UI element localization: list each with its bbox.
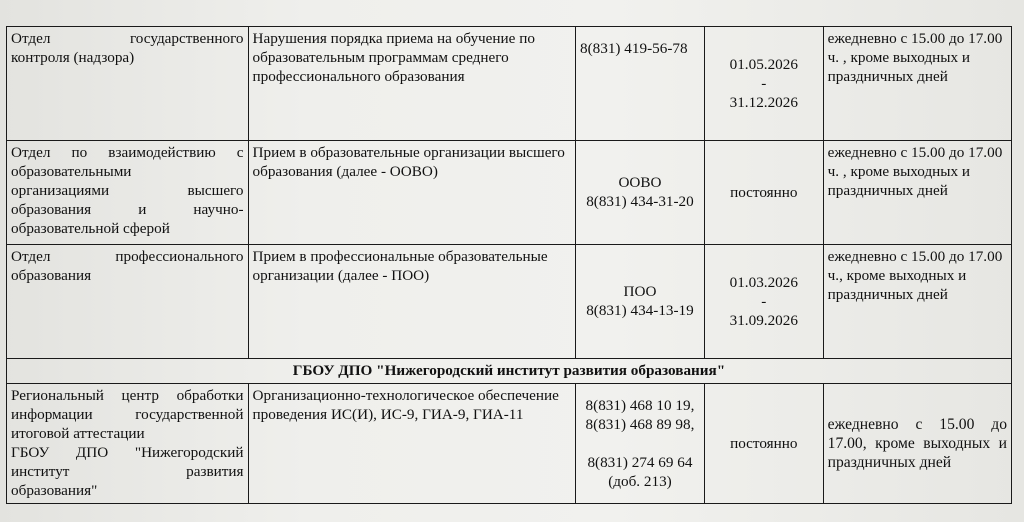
department-line: Отдел профессионального bbox=[11, 248, 244, 265]
department-line: институт развития bbox=[11, 463, 244, 480]
phone-number: 8(831) 419-56-78 bbox=[580, 40, 688, 57]
phone-number: 8(831) 434-13-19 bbox=[586, 302, 694, 319]
phone-spacer bbox=[580, 434, 700, 453]
phone-cell bbox=[576, 27, 705, 141]
department-cell bbox=[7, 384, 249, 504]
topic-cell: Прием в образовательные организации высшего образования (далее - ООВО) bbox=[248, 141, 575, 245]
department-line: Отдел по взаимодействию с bbox=[11, 144, 244, 161]
department-line: контроля (надзора) bbox=[11, 49, 135, 66]
phone-number: 8(831) 274 69 64 bbox=[587, 453, 693, 471]
department-line: образовательными bbox=[11, 163, 132, 180]
section-header: ГБОУ ДПО "Нижегородский институт развития образования" bbox=[7, 359, 1012, 384]
department-cell bbox=[7, 141, 249, 245]
department-line: образовательной сферой bbox=[11, 220, 170, 237]
table-row bbox=[7, 141, 1012, 245]
department-line: образования bbox=[11, 267, 92, 284]
schedule-cell: ежедневно с 15.00 до 17.00 ч. , кроме выходных и праздничных дней bbox=[823, 141, 1011, 245]
phone-number: 8(831) 468 10 19, bbox=[585, 396, 695, 414]
phone-number: 8(831) 468 89 98, bbox=[585, 415, 695, 433]
department-cell bbox=[7, 27, 249, 141]
schedule-cell: ежедневно с 15.00 до 17.00, кроме выходных и праздничных дней bbox=[823, 384, 1011, 504]
period-cell: постоянно bbox=[704, 384, 823, 504]
phone-prefix: ООВО bbox=[618, 174, 662, 191]
department-line: организациями высшего bbox=[11, 182, 244, 199]
department-line: образования" bbox=[11, 482, 98, 499]
table-row bbox=[7, 245, 1012, 359]
period-dash: - bbox=[761, 74, 767, 92]
period-start: 01.05.2026 bbox=[729, 55, 798, 73]
phone-prefix: ПОО bbox=[623, 283, 657, 300]
schedule-cell: ежедневно с 15.00 до 17.00 ч., кроме выходных и праздничных дней bbox=[823, 245, 1011, 359]
department-line: итоговой аттестации bbox=[11, 425, 145, 442]
period-cell: постоянно bbox=[704, 141, 823, 245]
period-end: 31.12.2026 bbox=[729, 93, 798, 111]
period-start: 01.03.2026 bbox=[729, 273, 798, 291]
period-dash: - bbox=[761, 292, 767, 310]
schedule-cell: ежедневно с 15.00 до 17.00 ч. , кроме выходных и праздничных дней bbox=[823, 27, 1011, 141]
phone-cell bbox=[576, 384, 705, 504]
department-line: ГБОУ ДПО "Нижегородский bbox=[11, 444, 244, 461]
period-cell bbox=[704, 245, 823, 359]
department-cell bbox=[7, 245, 249, 359]
table-row bbox=[7, 384, 1012, 504]
topic-cell: Организационно-технологическое обеспечение проведения ИС(И), ИС-9, ГИА-9, ГИА-11 bbox=[248, 384, 575, 504]
phone-cell bbox=[576, 141, 705, 245]
hotline-table bbox=[6, 26, 1012, 504]
department-line: Отдел государственного bbox=[11, 30, 244, 47]
department-line: образования и научно- bbox=[11, 201, 244, 218]
table-row bbox=[7, 27, 1012, 141]
section-header-row bbox=[7, 359, 1012, 384]
period-cell bbox=[704, 27, 823, 141]
topic-cell: Нарушения порядка приема на обучение по образовательным программам среднего профессионального образования bbox=[248, 27, 575, 141]
phone-number: 8(831) 434-31-20 bbox=[586, 193, 694, 210]
department-line: Региональный центр обработки bbox=[11, 387, 244, 404]
phone-cell bbox=[576, 245, 705, 359]
phone-extension: (доб. 213) bbox=[608, 472, 672, 490]
department-line: информации государственной bbox=[11, 406, 244, 423]
topic-cell: Прием в профессиональные образовательные организации (далее - ПОО) bbox=[248, 245, 575, 359]
period-end: 31.09.2026 bbox=[729, 311, 798, 329]
